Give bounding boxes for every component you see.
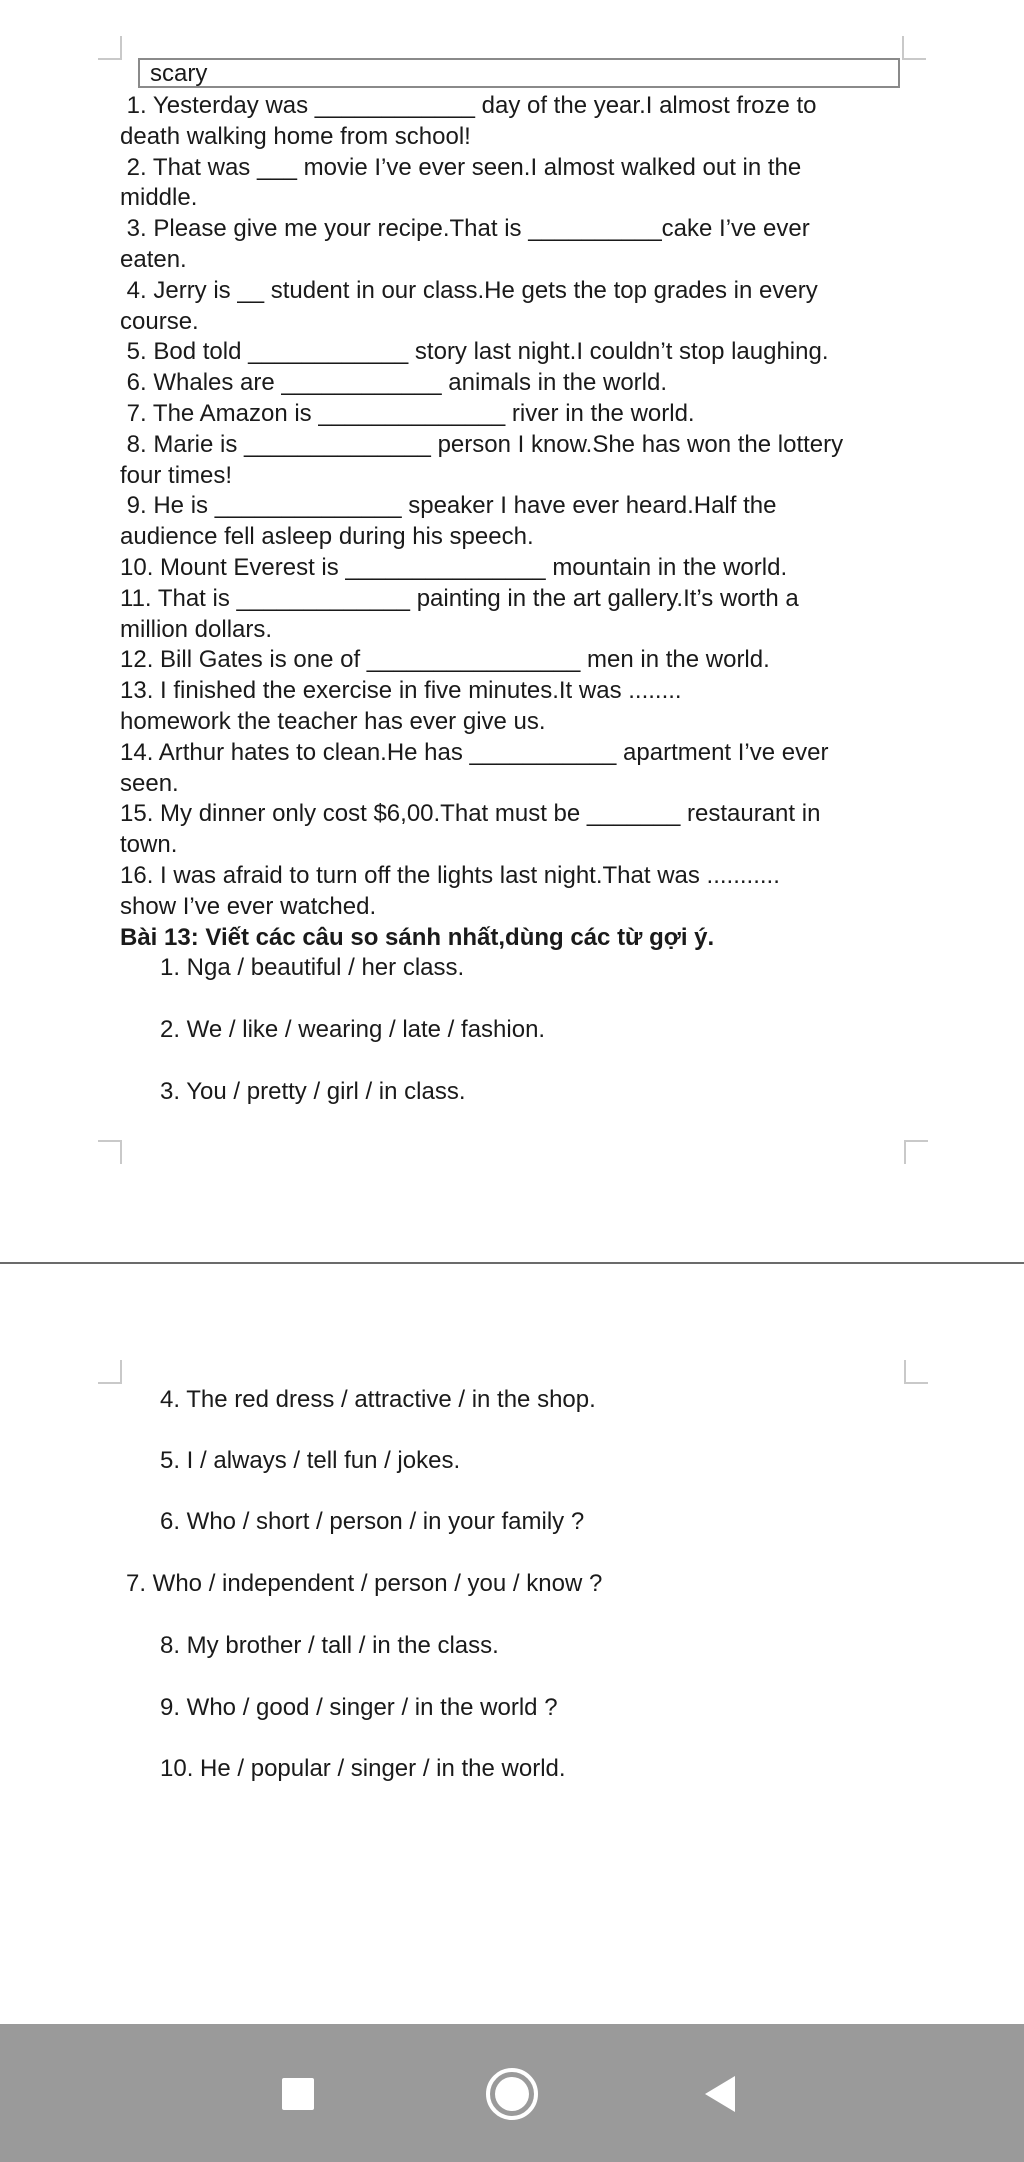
back-button[interactable] xyxy=(690,2064,750,2124)
crop-mark-top-right xyxy=(902,36,926,60)
exercise-item-13: 13. I finished the exercise in five minutes.It was ........ homework the teacher has ever give us. xyxy=(120,677,682,735)
exercise-item-14: 14. Arthur hates to clean.He has ___________ apartment I’ve ever seen. xyxy=(120,738,829,797)
sentence-9: 9. Who / good / singer / in the world ? xyxy=(160,1694,558,1721)
crop-mark-bottom-right xyxy=(904,1140,928,1164)
home-icon xyxy=(484,2066,540,2122)
exercise-item-15: 15. My dinner only cost $6,00.That must be _______ restaurant in town. xyxy=(120,800,821,859)
recent-apps-button[interactable] xyxy=(268,2064,328,2124)
sentence-10: 10. He / popular / singer / in the world. xyxy=(160,1755,566,1782)
exercise-list xyxy=(120,91,900,953)
exercise-item-7: 7. The Amazon is ______________ river in the world. xyxy=(120,399,695,427)
exercise-item-12: 12. Bill Gates is one of ________________ men in the world. xyxy=(120,646,770,674)
system-navigation-bar xyxy=(0,2024,1024,2162)
home-button[interactable] xyxy=(482,2064,542,2124)
sentence-2: 2. We / like / wearing / late / fashion. xyxy=(160,1016,546,1043)
sentence-8: 8. My brother / tall / in the class. xyxy=(160,1632,499,1659)
sentence-5: 5. I / always / tell fun / jokes. xyxy=(160,1447,461,1474)
exercise-item-5: 5. Bod told ____________ story last night.I couldn’t stop laughing. xyxy=(120,338,829,366)
back-icon xyxy=(702,2074,738,2114)
exercise-item-8: 8. Marie is ______________ person I know.She has won the lottery four times! xyxy=(120,430,844,489)
crop-mark-top-left xyxy=(98,1360,122,1384)
recent-apps-icon xyxy=(281,2077,315,2111)
exercise-item-11: 11. That is _____________ painting in the art gallery.It’s worth a million dollars. xyxy=(120,584,799,643)
exercise-item-9: 9. He is ______________ speaker I have ever heard.Half the audience fell asleep during his speech. xyxy=(120,492,777,551)
exercise-item-16: 16. I was afraid to turn off the lights last night.That was ........... show I’ve ever watched. xyxy=(120,861,780,920)
sentence-3: 3. You / pretty / girl / in class. xyxy=(160,1078,466,1105)
crop-mark-bottom-left xyxy=(98,1140,122,1164)
exercise-item-2: 2. That was ___ movie I’ve ever seen.I almost walked out in the middle. xyxy=(120,153,802,212)
sentence-7: 7. Who / independent / person / you / know ? xyxy=(126,1570,603,1597)
exercise-item-1: 1. Yesterday was ____________ day of the year.I almost froze to death walking home from school! xyxy=(120,92,817,150)
document-page-2 xyxy=(0,1264,1024,2024)
sentence-1: 1. Nga / beautiful / her class. xyxy=(160,954,465,981)
sentence-6: 6. Who / short / person / in your family ? xyxy=(160,1508,585,1535)
section-title: Bài 13: Viết các câu so sánh nhất,dùng các từ gợi ý. xyxy=(120,923,715,951)
exercise-item-4: 4. Jerry is __ student in our class.He gets the top grades in every course. xyxy=(120,276,818,335)
exercise-item-10: 10. Mount Everest is _______________ mountain in the world. xyxy=(120,553,788,581)
exercise-item-3: 3. Please give me your recipe.That is __________cake I’ve ever eaten. xyxy=(120,215,810,273)
crop-mark-top-right xyxy=(904,1360,928,1384)
crop-mark-top-left xyxy=(98,36,122,60)
sentence-4: 4. The red dress / attractive / in the shop. xyxy=(160,1386,596,1413)
exercise-item-6: 6. Whales are ____________ animals in the world. xyxy=(120,369,668,397)
word-box: scary xyxy=(138,58,900,88)
